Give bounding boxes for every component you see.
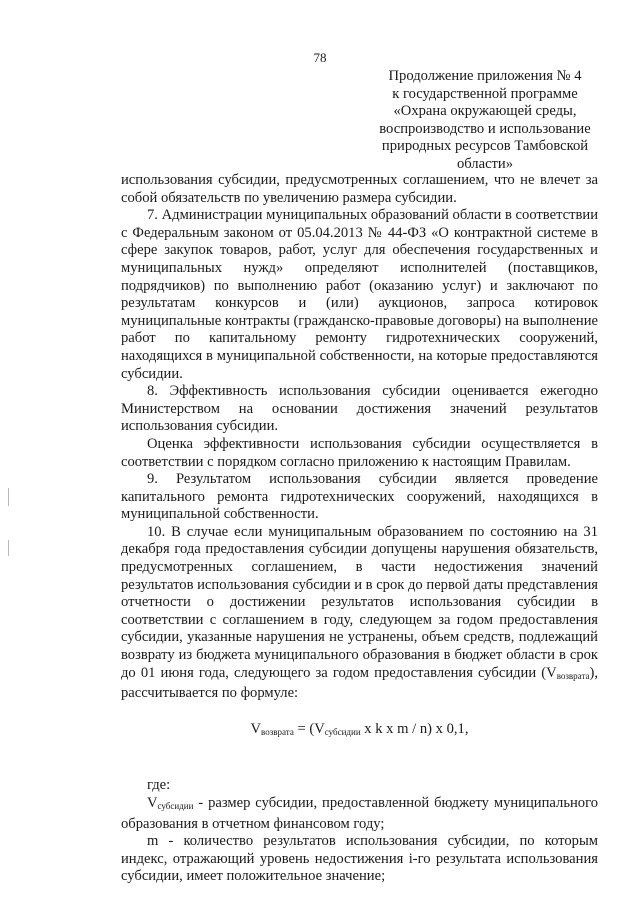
paragraph-text: ), рассчитывается по формуле: — [121, 664, 598, 702]
header-line: «Охрана окружающей среды, — [393, 103, 577, 120]
header-line: к государственной программе — [392, 85, 578, 102]
paragraph: Оценка эффективности использования субсидии осуществляется в соответствии с порядком согласно приложению к настоящим Правилам. — [121, 435, 598, 470]
formula-subscript: субсидии — [324, 726, 361, 737]
paragraph — [121, 524, 598, 703]
paragraph: 9. Результатом использования субсидии является проведение капитального ремонта гидротехнических сооружений, находящихся в муниципальной собственности. — [121, 471, 598, 523]
margin-mark — [8, 540, 9, 556]
page-number: 78 — [313, 50, 327, 65]
paragraph-text: 10. В случае если муниципальным образованием по состоянию на 31 декабря года предоставления субсидии допущены нарушения обязательств, предусмотренных соглашением, в части недостижения значений результатов использования субсидии и в срок до первой даты представления отчетности о достижении результатов использования субсидии в соответствии с соглашением в году, следующем за годом предоставления субсидии, указанные нарушения не устранены, объем средств, подлежащий возврату из бюджета муниципального образования в бюджет области в срок до 01 июня года, следующего за годом предоставления субсидии (V — [121, 523, 598, 681]
definition-var: V — [147, 795, 158, 811]
definition-text: - размер субсидии, предоставленной бюджету муниципального образования в отчетном финансовом году; — [121, 795, 598, 832]
subscript: возврата — [556, 670, 590, 681]
header-line: природных ресурсов Тамбовской — [381, 138, 589, 155]
appendix-header — [360, 68, 610, 174]
definition: m - количество результатов использования субсидии, по которым индекс, отражающий уровень недостижения i-го результата использования субсидии, имеет положительное значение; — [121, 833, 598, 885]
document-body — [121, 172, 598, 886]
paragraph: использования субсидии, предусмотренных соглашением, что не влечет за собой обязательств по увеличению размера субсидии. — [121, 172, 598, 206]
header-line: воспроизводство и использование — [379, 120, 591, 137]
formula — [121, 721, 598, 742]
definition-subscript: субсидии — [157, 801, 194, 811]
paragraph: 8. Эффективность использования субсидии оценивается ежегодно Министерством на основании достижения значений результатов использования субсидии. — [121, 383, 598, 435]
formula-var: V — [250, 720, 262, 737]
header-line: Продолжение приложения № 4 — [388, 68, 582, 84]
header-line: области» — [456, 155, 514, 172]
paragraph: 7. Администрации муниципальных образований области в соответствии с Федеральным законом от 05.04.2013 № 44-ФЗ «О контрактной системе в сфере закупок товаров, работ, услуг для обеспечения государственных и муниципальных нужд» определяют исполнителей (поставщиков, подрядчиков) по выполнению работ (оказанию услуг) и заключают по результатам конкурсов и (или) аукционов, запроса котировок муниципальные контракты (гражданско-правовые договоры) на выполнение работ по капитальному ремонту гидротехнических сооружений, находящихся в муниципальной собственности, на которые предоставляются субсидии. — [121, 207, 598, 382]
formula-text: x k x m / n) x 0,1, — [360, 720, 469, 737]
where-label: где: — [147, 777, 171, 794]
margin-mark — [8, 488, 9, 506]
formula-text: = (V — [293, 720, 325, 737]
definition — [121, 795, 598, 833]
formula-subscript: возврата — [261, 726, 294, 737]
